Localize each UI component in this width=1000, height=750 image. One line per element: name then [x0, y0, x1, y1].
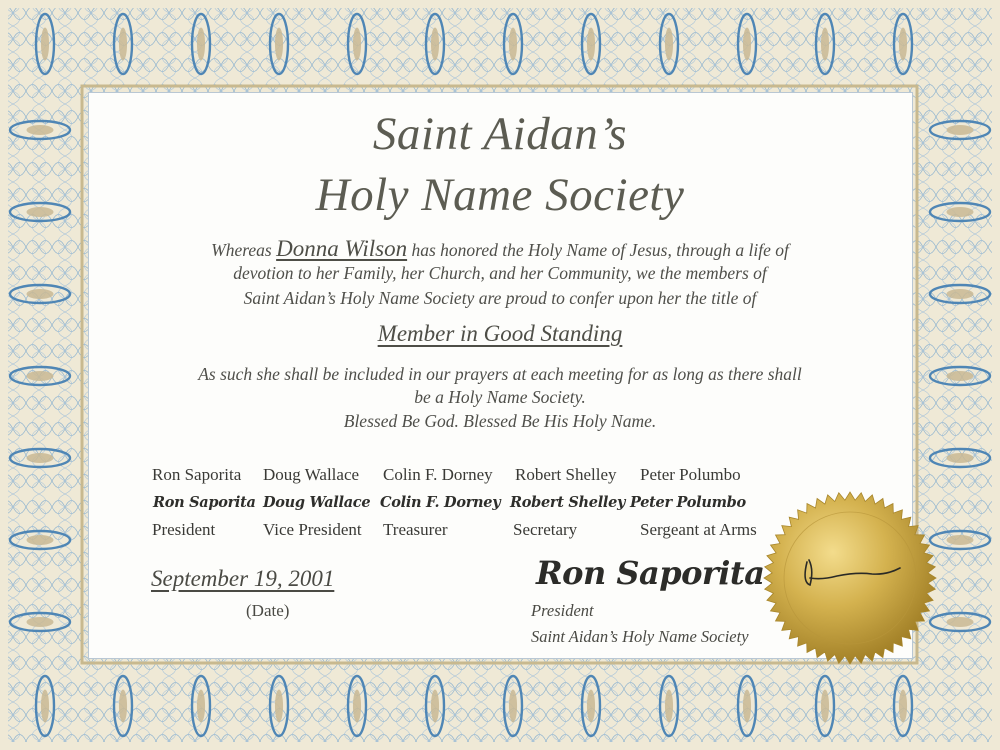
officer-signature: Doug Wallace: [263, 494, 371, 511]
border-oval-fill: [665, 28, 673, 61]
border-oval-fill: [743, 28, 751, 61]
officer-title: Vice President: [263, 520, 362, 539]
officer-title: Sergeant at Arms: [640, 520, 757, 539]
date-caption: (Date): [246, 601, 290, 620]
border-oval-fill: [41, 28, 49, 61]
border-oval-fill: [431, 690, 439, 723]
honor-title: Member in Good Standing: [377, 321, 623, 346]
president-signature: Ron Saporita: [536, 554, 765, 592]
recipient-name: Donna Wilson: [276, 236, 408, 261]
gold-notary-seal-icon: [762, 490, 938, 666]
blessing-line: Blessed Be God. Blessed Be His Holy Name.: [343, 411, 657, 431]
border-oval-fill: [899, 690, 907, 723]
border-oval-fill: [947, 535, 974, 545]
border-oval-fill: [899, 28, 907, 61]
border-oval-fill: [27, 535, 54, 545]
signatory-title: President: [531, 601, 594, 620]
border-oval-fill: [353, 690, 361, 723]
org-line1: Saint Aidan’s: [372, 108, 628, 160]
officer-name: Ron Saporita: [152, 465, 242, 484]
border-oval-fill: [275, 28, 283, 61]
certificate-date: September 19, 2001: [151, 566, 335, 591]
officer-name: Doug Wallace: [263, 465, 360, 484]
border-oval-fill: [665, 690, 673, 723]
officer-signature: Ron Saporita: [153, 494, 256, 511]
whereas-suffix: has honored the Holy Name of Jesus, through a life of: [407, 240, 789, 260]
border-oval-fill: [41, 690, 49, 723]
officer-name: Robert Shelley: [515, 465, 617, 484]
officer-signature: Peter Polumbo: [630, 494, 746, 511]
org-line2: Holy Name Society: [315, 169, 685, 221]
officer-signature: Robert Shelley: [510, 494, 626, 511]
border-oval-fill: [119, 690, 127, 723]
border-oval-fill: [27, 453, 54, 463]
border-oval-fill: [197, 28, 205, 61]
officer-name: Colin F. Dorney: [383, 465, 493, 484]
border-oval-fill: [947, 617, 974, 627]
border-oval-fill: [119, 28, 127, 61]
prayer-line1: As such she shall be included in our prayers at each meeting for as long as there shall: [198, 364, 802, 384]
officer-title: President: [152, 520, 216, 539]
border-oval-fill: [587, 28, 595, 61]
border-oval-fill: [743, 690, 751, 723]
officer-name: Peter Polumbo: [640, 465, 741, 484]
border-oval-fill: [431, 28, 439, 61]
whereas-line: [0, 237, 1000, 260]
officer-title: Secretary: [513, 520, 578, 539]
border-oval-fill: [821, 28, 829, 61]
prayer-line2: be a Holy Name Society.: [414, 387, 586, 407]
border-oval-fill: [509, 28, 517, 61]
border-oval-fill: [587, 690, 595, 723]
border-oval-fill: [27, 617, 54, 627]
border-oval-fill: [509, 690, 517, 723]
border-oval-fill: [821, 690, 829, 723]
officer-title: Treasurer: [383, 520, 448, 539]
border-oval-fill: [947, 453, 974, 463]
border-oval-fill: [197, 690, 205, 723]
body-line3: Saint Aidan’s Holy Name Society are proud to confer upon her the title of: [243, 288, 757, 308]
signatory-organization: Saint Aidan’s Holy Name Society: [531, 627, 749, 646]
body-line2: devotion to her Family, her Church, and her Community, we the members of: [233, 263, 767, 283]
whereas-prefix: Whereas: [211, 240, 277, 260]
border-oval-fill: [353, 28, 361, 61]
officer-signature: Colin F. Dorney: [380, 494, 501, 511]
border-oval-fill: [275, 690, 283, 723]
